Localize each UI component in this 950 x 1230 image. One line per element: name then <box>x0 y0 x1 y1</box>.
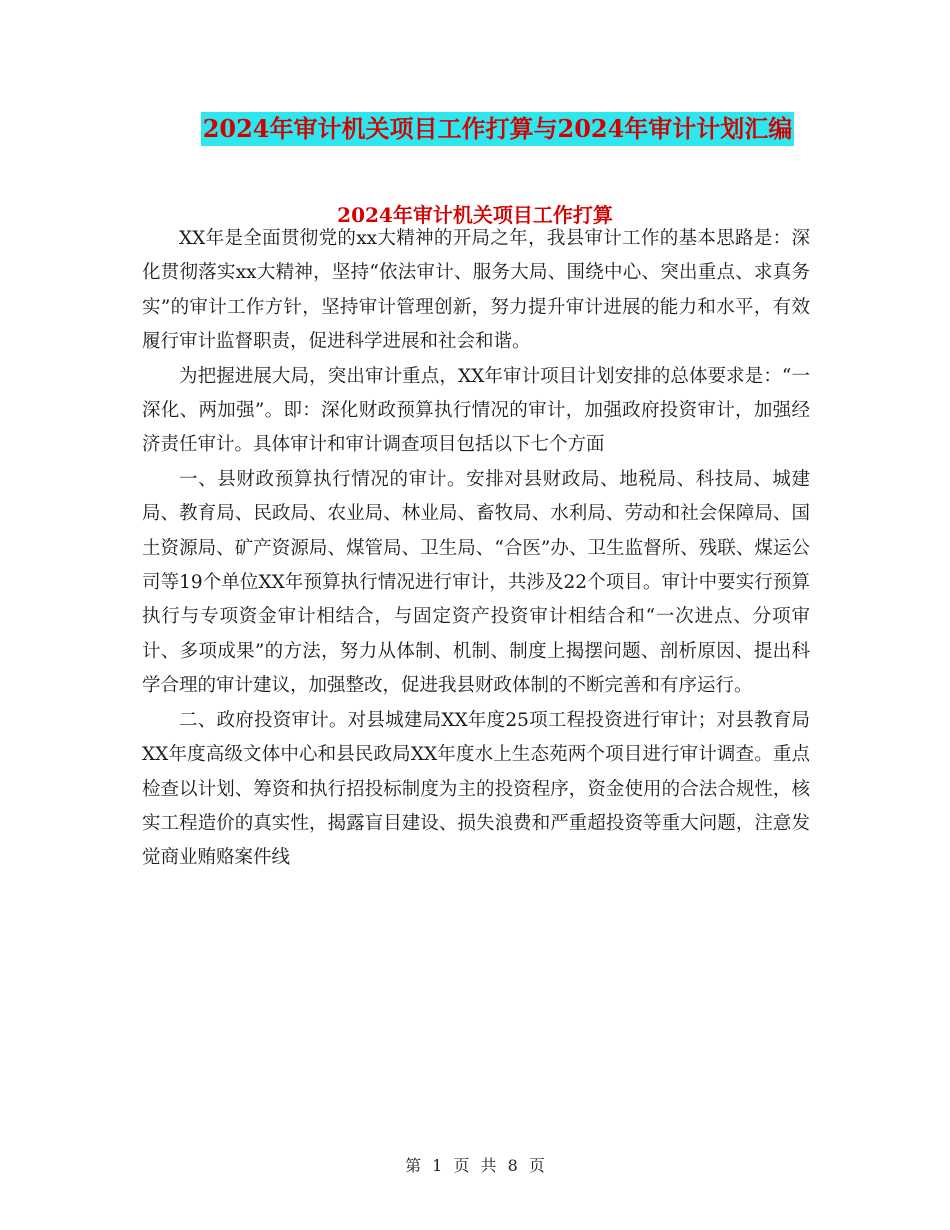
paragraph-3: 一、县财政预算执行情况的审计。安排对县财政局、地税局、科技局、城建局、教育局、民政局、农业局、林业局、畜牧局、水利局、劳动和社会保障局、国土资源局、矿产资源局、煤管局、卫生局、“合医”办、卫生监督所、残联、煤运公司等19个单位XX年预算执行情况进行审计，共涉及22个项目。审计中要实行预算执行与专项资金审计相结合，与固定资产投资审计相结合和“一次进点、分项审计、多项成果”的方法，努力从体制、机制、制度上揭摆问题、剖析原因、提出科学合理的审计建议，加强整改，促进我县财政体制的不断完善和有序运行。 <box>142 468 810 697</box>
document-title: 2024年审计机关项目工作打算与2024年审计计划汇编 <box>201 112 795 146</box>
document-title-container <box>0 112 950 146</box>
paragraph-4: 二、政府投资审计。对县城建局XX年度25项工程投资进行审计；对县教育局XX年度高级文体中心和县民政局XX年度水上生态苑两个项目进行审计调查。重点检查以计划、筹资和执行招投标制度为主的投资程序，资金使用的合法合规性，核实工程造价的真实性，揭露盲目建设、损失浪费和严重超投资等重大问题，注意发觉商业贿赂案件线 <box>142 709 810 869</box>
document-body <box>142 222 810 876</box>
paragraph-2: 为把握进展大局，突出审计重点，XX年审计项目计划安排的总体要求是：“一深化、两加强”。即：深化财政预算执行情况的审计，加强政府投资审计，加强经济责任审计。具体审计和审计调查项目包括以下七个方面 <box>142 365 810 456</box>
page-footer: 第 1 页 共 8 页 <box>405 1156 545 1175</box>
section-title: 2024年审计机关项目工作打算 <box>337 203 613 227</box>
paragraph-1: XX年是全面贯彻党的xx大精神的开局之年，我县审计工作的基本思路是：深化贯彻落实xx大精神，坚持“依法审计、服务大局、围绕中心、突出重点、求真务实”的审计工作方针，坚持审计管理创新，努力提升审计进展的能力和水平，有效履行审计监督职责，促进科学进展和社会和谐。 <box>142 228 810 353</box>
